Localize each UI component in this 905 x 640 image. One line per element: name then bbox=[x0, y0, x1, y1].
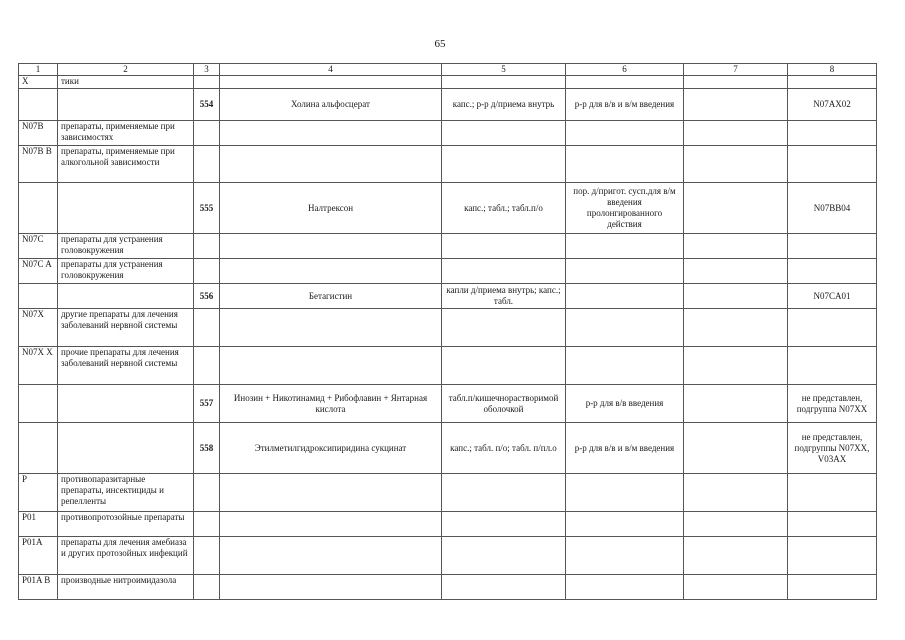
group-name-cell: препараты, применяемые при алкогольной зависимости bbox=[58, 146, 194, 183]
column-7-cell bbox=[684, 575, 788, 600]
atc-code-cell: N07X bbox=[19, 309, 58, 347]
drug-name-cell: Налтрексон bbox=[220, 183, 442, 234]
atc-code-cell bbox=[19, 284, 58, 309]
column-7-cell bbox=[684, 537, 788, 575]
drug-name-cell bbox=[220, 121, 442, 146]
dosage-form-cell bbox=[442, 537, 566, 575]
table-row bbox=[19, 309, 877, 347]
page-number: 65 bbox=[434, 38, 446, 50]
group-name-cell bbox=[58, 284, 194, 309]
atc-match-cell bbox=[788, 512, 877, 537]
atc-code-cell: N07C bbox=[19, 234, 58, 259]
drug-name-cell bbox=[220, 76, 442, 89]
dosage-form-cell bbox=[442, 575, 566, 600]
atc-match-cell: не представлен, подгруппа N07XX bbox=[788, 385, 877, 423]
column-header: 6 bbox=[566, 64, 684, 76]
injection-form-cell: пор. д/пригот. сусп.для в/м введения пролонгированного действия bbox=[566, 183, 684, 234]
column-7-cell bbox=[684, 284, 788, 309]
atc-code-cell: P01A bbox=[19, 537, 58, 575]
dosage-form-cell: капли д/приема внутрь; капс.; табл. bbox=[442, 284, 566, 309]
group-name-cell: препараты для устранения головокружения bbox=[58, 234, 194, 259]
item-number-cell bbox=[194, 234, 220, 259]
column-7-cell bbox=[684, 347, 788, 385]
table-row bbox=[19, 234, 877, 259]
drug-name-cell: Холина альфосцерат bbox=[220, 89, 442, 121]
drug-table bbox=[18, 63, 877, 600]
atc-code-cell: N07X X bbox=[19, 347, 58, 385]
column-header: 4 bbox=[220, 64, 442, 76]
atc-code-cell bbox=[19, 423, 58, 474]
group-name-cell: противопротозойные препараты bbox=[58, 512, 194, 537]
group-name-cell: препараты, применяемые при зависимостях bbox=[58, 121, 194, 146]
injection-form-cell bbox=[566, 234, 684, 259]
item-number-cell bbox=[194, 537, 220, 575]
item-number-cell bbox=[194, 121, 220, 146]
table-row bbox=[19, 347, 877, 385]
dosage-form-cell bbox=[442, 474, 566, 512]
group-name-cell: тики bbox=[58, 76, 194, 89]
drug-name-cell: Этилметилгидроксипиридина сукцинат bbox=[220, 423, 442, 474]
dosage-form-cell bbox=[442, 121, 566, 146]
atc-match-cell bbox=[788, 537, 877, 575]
item-number-cell: 557 bbox=[194, 385, 220, 423]
atc-match-cell bbox=[788, 234, 877, 259]
atc-match-cell bbox=[788, 309, 877, 347]
atc-match-cell: N07BB04 bbox=[788, 183, 877, 234]
injection-form-cell bbox=[566, 121, 684, 146]
item-number-cell: 558 bbox=[194, 423, 220, 474]
atc-match-cell: не представлен, подгруппы N07XX, V03AX bbox=[788, 423, 877, 474]
column-7-cell bbox=[684, 183, 788, 234]
atc-match-cell: N07CA01 bbox=[788, 284, 877, 309]
group-name-cell bbox=[58, 183, 194, 234]
atc-code-cell: N07C A bbox=[19, 259, 58, 284]
injection-form-cell bbox=[566, 347, 684, 385]
drug-name-cell bbox=[220, 309, 442, 347]
injection-form-cell bbox=[566, 512, 684, 537]
table-row bbox=[19, 512, 877, 537]
table-row bbox=[19, 284, 877, 309]
drug-name-cell bbox=[220, 575, 442, 600]
table-row bbox=[19, 121, 877, 146]
group-name-cell bbox=[58, 423, 194, 474]
drug-name-cell bbox=[220, 259, 442, 284]
column-header-row bbox=[19, 64, 877, 76]
dosage-form-cell: табл.п/кишечнорастворимой оболочкой bbox=[442, 385, 566, 423]
column-7-cell bbox=[684, 76, 788, 89]
table-row bbox=[19, 474, 877, 512]
atc-code-cell bbox=[19, 183, 58, 234]
dosage-form-cell bbox=[442, 146, 566, 183]
column-header: 5 bbox=[442, 64, 566, 76]
drug-name-cell: Бетагистин bbox=[220, 284, 442, 309]
group-name-cell: производные нитроимидазола bbox=[58, 575, 194, 600]
atc-match-cell bbox=[788, 146, 877, 183]
item-number-cell bbox=[194, 575, 220, 600]
atc-code-cell bbox=[19, 385, 58, 423]
column-header: 7 bbox=[684, 64, 788, 76]
injection-form-cell bbox=[566, 474, 684, 512]
dosage-form-cell: капс.; р-р д/приема внутрь bbox=[442, 89, 566, 121]
table-row bbox=[19, 146, 877, 183]
dosage-form-cell bbox=[442, 512, 566, 537]
injection-form-cell bbox=[566, 575, 684, 600]
dosage-form-cell bbox=[442, 76, 566, 89]
item-number-cell: 554 bbox=[194, 89, 220, 121]
drug-name-cell bbox=[220, 474, 442, 512]
item-number-cell: 556 bbox=[194, 284, 220, 309]
group-name-cell: другие препараты для лечения заболеваний нервной системы bbox=[58, 309, 194, 347]
atc-match-cell bbox=[788, 76, 877, 89]
item-number-cell bbox=[194, 146, 220, 183]
item-number-cell bbox=[194, 309, 220, 347]
column-header: 8 bbox=[788, 64, 877, 76]
drug-name-cell: Инозин + Никотинамид + Рибофлавин + Янтарная кислота bbox=[220, 385, 442, 423]
column-7-cell bbox=[684, 146, 788, 183]
column-7-cell bbox=[684, 121, 788, 146]
column-7-cell bbox=[684, 309, 788, 347]
atc-code-cell: P01A B bbox=[19, 575, 58, 600]
injection-form-cell bbox=[566, 259, 684, 284]
injection-form-cell bbox=[566, 309, 684, 347]
group-name-cell: противопаразитарные препараты, инсектициды и репелленты bbox=[58, 474, 194, 512]
column-header: 2 bbox=[58, 64, 194, 76]
injection-form-cell bbox=[566, 76, 684, 89]
table-row bbox=[19, 423, 877, 474]
column-7-cell bbox=[684, 512, 788, 537]
drug-name-cell bbox=[220, 234, 442, 259]
atc-code-cell bbox=[19, 89, 58, 121]
atc-match-cell bbox=[788, 259, 877, 284]
item-number-cell: 555 bbox=[194, 183, 220, 234]
table-row bbox=[19, 385, 877, 423]
dosage-form-cell bbox=[442, 259, 566, 284]
group-name-cell: прочие препараты для лечения заболеваний нервной системы bbox=[58, 347, 194, 385]
column-header: 1 bbox=[19, 64, 58, 76]
atc-match-cell bbox=[788, 474, 877, 512]
dosage-form-cell: капс.; табл.; табл.п/о bbox=[442, 183, 566, 234]
atc-match-cell: N07AX02 bbox=[788, 89, 877, 121]
item-number-cell bbox=[194, 76, 220, 89]
drug-name-cell bbox=[220, 146, 442, 183]
item-number-cell bbox=[194, 512, 220, 537]
drug-name-cell bbox=[220, 512, 442, 537]
table-row bbox=[19, 76, 877, 89]
atc-match-cell bbox=[788, 575, 877, 600]
injection-form-cell bbox=[566, 284, 684, 309]
group-name-cell: препараты для лечения амебиаза и других протозойных инфекций bbox=[58, 537, 194, 575]
dosage-form-cell bbox=[442, 234, 566, 259]
dosage-form-cell bbox=[442, 309, 566, 347]
table-row bbox=[19, 259, 877, 284]
column-7-cell bbox=[684, 423, 788, 474]
dosage-form-cell: капс.; табл. п/о; табл. п/пл.о bbox=[442, 423, 566, 474]
column-header: 3 bbox=[194, 64, 220, 76]
atc-code-cell: N07B bbox=[19, 121, 58, 146]
injection-form-cell: р-р для в/в и в/м введения bbox=[566, 423, 684, 474]
group-name-cell bbox=[58, 89, 194, 121]
table-row bbox=[19, 183, 877, 234]
atc-code-cell: N07B B bbox=[19, 146, 58, 183]
column-7-cell bbox=[684, 385, 788, 423]
table-row bbox=[19, 575, 877, 600]
column-7-cell bbox=[684, 259, 788, 284]
injection-form-cell: р-р для в/в введения bbox=[566, 385, 684, 423]
item-number-cell bbox=[194, 347, 220, 385]
column-7-cell bbox=[684, 234, 788, 259]
group-name-cell: препараты для устранения головокружения bbox=[58, 259, 194, 284]
drug-name-cell bbox=[220, 537, 442, 575]
injection-form-cell bbox=[566, 537, 684, 575]
injection-form-cell bbox=[566, 146, 684, 183]
atc-code-cell: P01 bbox=[19, 512, 58, 537]
table-row bbox=[19, 89, 877, 121]
atc-match-cell bbox=[788, 347, 877, 385]
atc-code-cell: X bbox=[19, 76, 58, 89]
drug-name-cell bbox=[220, 347, 442, 385]
injection-form-cell: р-р для в/в и в/м введения bbox=[566, 89, 684, 121]
item-number-cell bbox=[194, 259, 220, 284]
atc-match-cell bbox=[788, 121, 877, 146]
item-number-cell bbox=[194, 474, 220, 512]
atc-code-cell: P bbox=[19, 474, 58, 512]
column-7-cell bbox=[684, 89, 788, 121]
table-row bbox=[19, 537, 877, 575]
group-name-cell bbox=[58, 385, 194, 423]
column-7-cell bbox=[684, 474, 788, 512]
dosage-form-cell bbox=[442, 347, 566, 385]
